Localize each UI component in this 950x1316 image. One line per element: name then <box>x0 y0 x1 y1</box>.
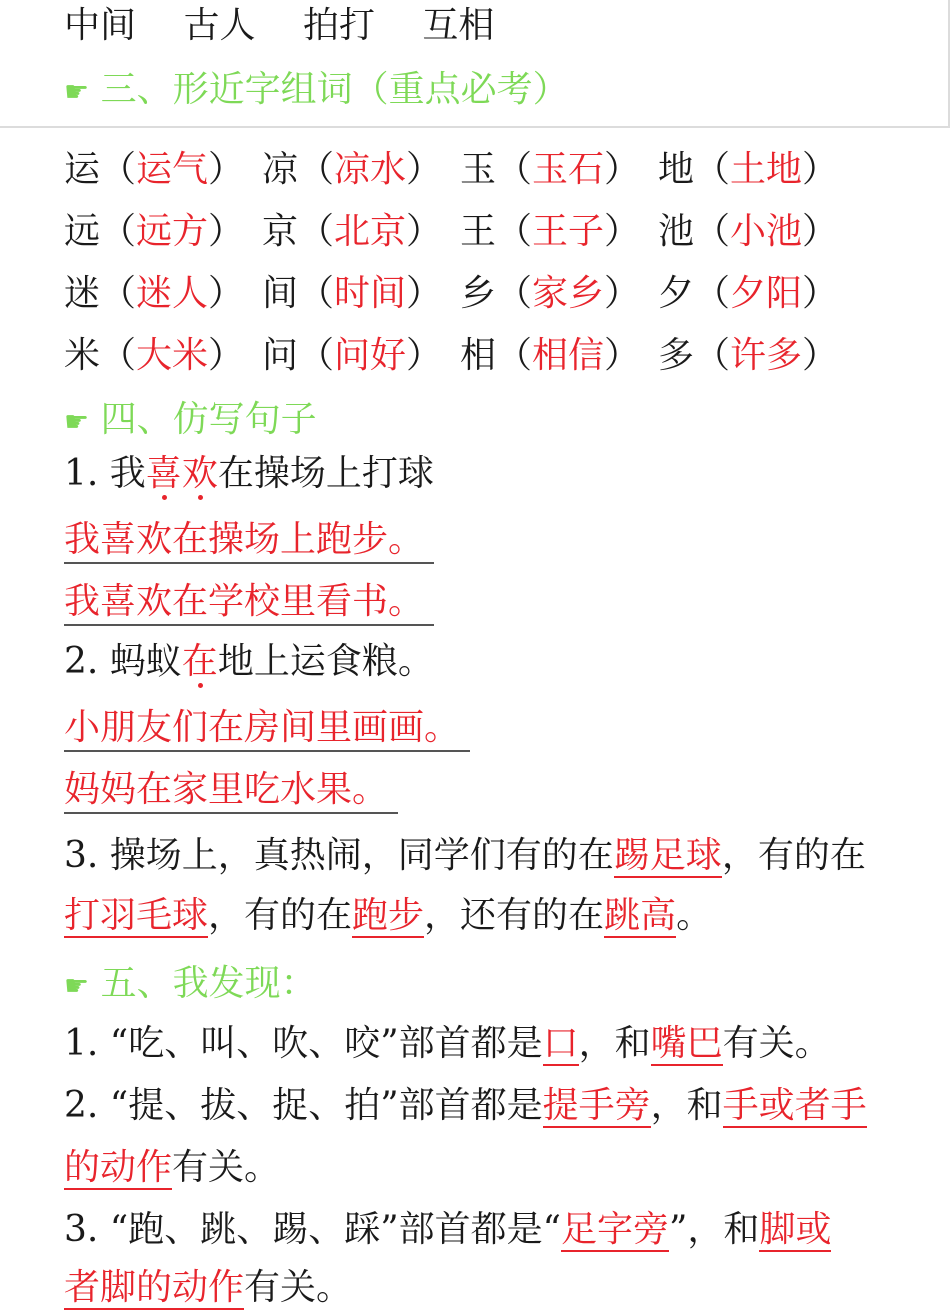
question-3-cont <box>64 894 712 938</box>
question-2 <box>64 640 434 684</box>
word-pair: 王（王子） <box>460 211 641 252</box>
section3-title: 三、形近字组词（重点必考） <box>100 69 569 110</box>
pointing-hand-icon: ☛ <box>64 75 90 108</box>
word-pair: 地（土地） <box>658 149 839 190</box>
question-text: 3. 操场上，真热闹，同学们有的在 <box>64 835 614 876</box>
section5-title: 五、我发现： <box>100 963 317 1004</box>
blank-answer: 足字旁 <box>561 1209 670 1250</box>
base-char: 远 <box>64 211 101 252</box>
question-text: 在操场上打球 <box>217 453 434 494</box>
base-char: 间 <box>262 273 299 314</box>
finding-text: 有关。 <box>172 1147 281 1188</box>
finding-text: 有关。 <box>722 1023 831 1064</box>
base-char: 多 <box>658 335 695 376</box>
answer-line: 小朋友们在房间里画画。 <box>64 706 470 752</box>
answer-word: 小池 <box>730 211 803 252</box>
word-pair: 夕（夕阳） <box>658 273 839 314</box>
base-char: 运 <box>64 149 101 190</box>
blank-answer: 跳高 <box>604 895 677 936</box>
top-word: 中间 <box>64 5 137 46</box>
word-pair: 凉（凉水） <box>262 149 443 190</box>
finding-2-cont <box>64 1146 280 1190</box>
answer-word: 迷人 <box>136 273 209 314</box>
answer-word: 北京 <box>334 211 407 252</box>
blank-answer: 嘴巴 <box>650 1023 723 1064</box>
word-pair: 运（运气） <box>64 149 245 190</box>
finding-text: 2. “提、拔、捉、拍”部首都是 <box>64 1085 543 1126</box>
blank-answer: 打羽毛球 <box>64 895 209 936</box>
question-text: ，有的在 <box>721 835 866 876</box>
answer-word: 相信 <box>532 335 605 376</box>
answer-word: 时间 <box>334 273 407 314</box>
word-pair: 多（许多） <box>658 335 839 376</box>
finding-1 <box>64 1022 831 1066</box>
base-char: 迷 <box>64 273 101 314</box>
answer-word: 王子 <box>532 211 605 252</box>
word-pair: 玉（玉石） <box>460 149 641 190</box>
word-pair: 迷（迷人） <box>64 273 245 314</box>
question-text: ，还有的在 <box>424 895 605 936</box>
word-pair: 相（相信） <box>460 335 641 376</box>
word-row <box>64 334 856 378</box>
base-char: 问 <box>262 335 299 376</box>
finding-text: ”，和 <box>669 1209 760 1250</box>
blank-answer: 者脚的动作 <box>64 1267 245 1308</box>
dotted-char: 在 <box>181 641 218 682</box>
word-row <box>64 210 856 254</box>
base-char: 乡 <box>460 273 497 314</box>
blank-answer: 跑步 <box>352 895 425 936</box>
blank-answer: 踢足球 <box>613 835 722 876</box>
finding-text: 1. “吃、叫、吹、咬”部首都是 <box>64 1023 543 1064</box>
question-3 <box>64 834 866 878</box>
pointing-hand-icon: ☛ <box>64 405 90 438</box>
finding-3-cont <box>64 1266 352 1310</box>
finding-3 <box>64 1208 831 1252</box>
answer-line: 妈妈在家里吃水果。 <box>64 768 398 814</box>
finding-text: 3. “跑、跳、踢、踩”部首都是“ <box>64 1209 562 1250</box>
word-pair: 间（时间） <box>262 273 443 314</box>
base-char: 王 <box>460 211 497 252</box>
question-text: ，有的在 <box>208 895 353 936</box>
answer-word: 大米 <box>136 335 209 376</box>
base-char: 京 <box>262 211 299 252</box>
dotted-char: 欢 <box>181 453 218 494</box>
base-char: 池 <box>658 211 695 252</box>
previous-section-box <box>0 0 950 128</box>
word-pair: 池（小池） <box>658 211 839 252</box>
base-char: 凉 <box>262 149 299 190</box>
blank-answer: 提手旁 <box>542 1085 651 1126</box>
word-pair: 乡（家乡） <box>460 273 641 314</box>
section4-heading <box>64 398 317 444</box>
answer-line: 我喜欢在操场上跑步。 <box>64 518 434 564</box>
top-word-row <box>64 4 494 48</box>
base-char: 地 <box>658 149 695 190</box>
answer-word: 许多 <box>730 335 803 376</box>
answer-word: 玉石 <box>532 149 605 190</box>
word-row <box>64 272 856 316</box>
finding-text: ，和 <box>650 1085 723 1126</box>
base-char: 夕 <box>658 273 695 314</box>
answer-line: 我喜欢在学校里看书。 <box>64 580 434 626</box>
word-pair: 京（北京） <box>262 211 443 252</box>
pointing-hand-icon: ☛ <box>64 969 90 1002</box>
answer-word: 土地 <box>730 149 803 190</box>
section4-title: 四、仿写句子 <box>100 399 317 440</box>
base-char: 相 <box>460 335 497 376</box>
finding-text: 有关。 <box>244 1267 353 1308</box>
blank-answer: 手或者手 <box>722 1085 867 1126</box>
word-pair: 米（大米） <box>64 335 245 376</box>
word-pair: 远（远方） <box>64 211 245 252</box>
question-text: 1. 我 <box>64 453 146 494</box>
answer-word: 凉水 <box>334 149 407 190</box>
question-text: 2. 蚂蚁 <box>64 641 182 682</box>
section3-heading <box>64 68 569 114</box>
top-word: 拍打 <box>302 5 375 46</box>
answer-word: 远方 <box>136 211 209 252</box>
question-text: 地上运食粮。 <box>217 641 434 682</box>
blank-answer: 脚或 <box>759 1209 832 1250</box>
base-char: 米 <box>64 335 101 376</box>
top-word: 古人 <box>183 5 256 46</box>
blank-answer: 的动作 <box>64 1147 173 1188</box>
word-pair: 问（问好） <box>262 335 443 376</box>
question-1 <box>64 452 434 496</box>
dotted-char: 喜 <box>145 453 182 494</box>
top-word: 互相 <box>422 5 495 46</box>
answer-word: 家乡 <box>532 273 605 314</box>
word-row <box>64 148 856 192</box>
question-text: 。 <box>676 895 713 936</box>
finding-2 <box>64 1084 867 1128</box>
base-char: 玉 <box>460 149 497 190</box>
answer-word: 运气 <box>136 149 209 190</box>
finding-text: ，和 <box>578 1023 651 1064</box>
blank-answer: 口 <box>542 1023 579 1064</box>
answer-word: 问好 <box>334 335 407 376</box>
section5-heading <box>64 962 317 1008</box>
answer-word: 夕阳 <box>730 273 803 314</box>
